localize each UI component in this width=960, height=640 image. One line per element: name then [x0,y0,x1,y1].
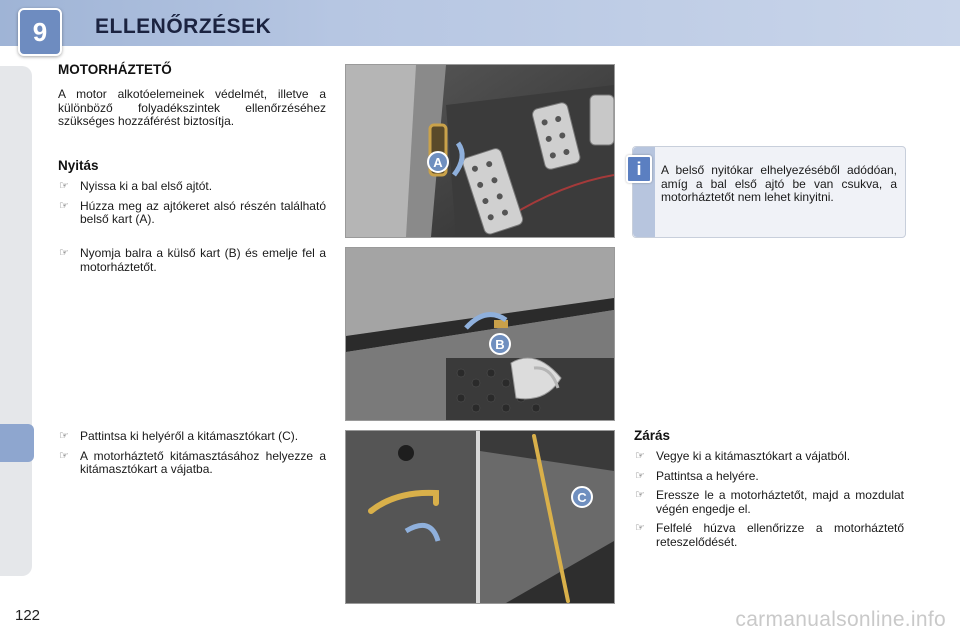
section-title: MOTORHÁZTETŐ [58,62,172,77]
page-number: 122 [15,607,41,624]
closing-step: ☞ Pattintsa a helyére. [635,468,759,483]
prop-rod-photo [345,430,615,604]
opening-steps [58,180,326,233]
bullet-hand-icon: ☞ [59,449,69,462]
info-icon: i [626,155,652,183]
closing-steps [634,450,904,555]
label-a-text: A [433,155,443,170]
intro-paragraph: A motor alkotóelemeinek védelmét, illetve a különböző folyadékszintek ellenőrzéséhez szükséges hozzáférést biztosítja. [58,87,326,128]
support-step: ☞ A motorháztető kitámasztásához helyezze a kitámasztókart a vájatba. [59,448,326,476]
support-step: ☞ Pattintsa ki helyéről a kitámasztókart (C). [59,429,299,443]
support-steps [58,430,326,483]
opening-step: ☞ Nyomja balra a külső kart (B) és emelje fel a motorháztetőt. [59,246,326,274]
bullet-hand-icon: ☞ [59,180,69,192]
opening-steps-external [58,247,326,280]
chapter-tab[interactable] [0,424,34,462]
chapter-badge: 9 [18,8,62,56]
bullet-hand-icon: ☞ [59,430,69,442]
interior-lever-photo [345,64,615,238]
bullet-hand-icon: ☞ [635,489,645,501]
side-rail [0,66,32,576]
bullet-hand-icon: ☞ [635,522,645,534]
opening-step: ☞ Nyissa ki a bal első ajtót. [59,179,213,193]
closing-step: ☞ Felfelé húzva ellenőrizze a motorháztető reteszelődését. [635,521,904,549]
info-note: A belső nyitókar elhelyezéséből adódóan, amíg a bal első ajtó be van csukva, a motorháztetőt nem lehet kinyitni. [661,163,897,204]
label-c-text: C [577,490,587,505]
closing-heading: Zárás [634,428,671,443]
bullet-hand-icon: ☞ [635,450,645,462]
footer-watermark: carmanualsonline.info [735,608,946,631]
bullet-hand-icon: ☞ [59,247,69,259]
opening-heading: Nyitás [58,158,99,173]
closing-step: ☞ Vegye ki a kitámasztókart a vájatból. [635,449,851,463]
bullet-hand-icon: ☞ [59,199,69,212]
external-lever-photo [345,247,615,421]
closing-step: ☞ Eressze le a motorháztetőt, majd a mozdulat végén engedje el. [635,488,904,516]
opening-step: ☞ Húzza meg az ajtókeret alsó részén található belső kart (A). [59,198,326,226]
bullet-hand-icon: ☞ [635,469,645,482]
label-b-text: B [495,337,505,352]
chapter-title: ELLENŐRZÉSEK [95,15,272,38]
